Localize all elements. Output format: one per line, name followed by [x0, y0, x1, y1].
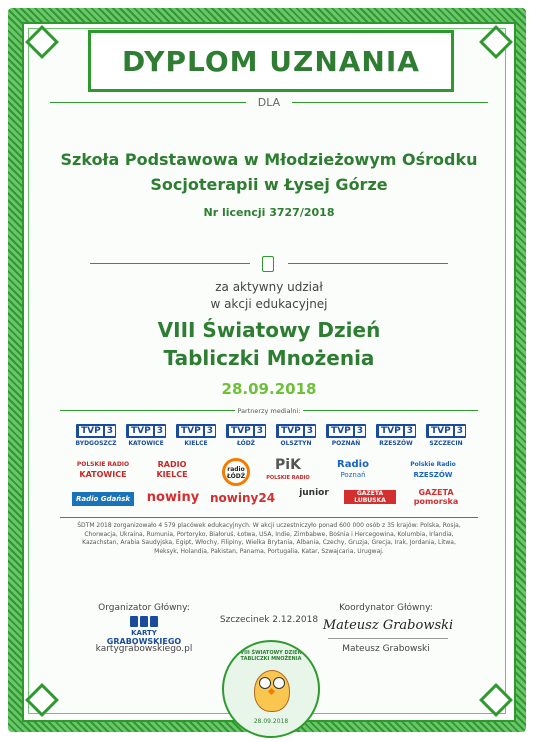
divider: [288, 263, 448, 264]
polskie-radio-katowice-logo: POLSKIE RADIO KATOWICE: [76, 461, 130, 479]
nowiny-logo: nowiny: [146, 490, 200, 505]
gazeta-lubuska-logo: GAZETA LUBUSKA: [344, 490, 396, 504]
event-name-line2: Tabliczki Mnożenia: [163, 346, 375, 370]
polskie-radio-rzeszow-logo: Polskie Radio RZESZÓW: [410, 461, 456, 479]
badge-date: 28.09.2018: [253, 718, 289, 725]
organizer-website: kartygrabowskiego.pl: [95, 644, 193, 654]
participation-stats: ŚDTM 2018 zorganizowało 4 579 placówek edukacyjnych. W akcji uczestniczyło ponad 600 000 osób z 35 krajów: Polska, Rosja, Chorwacja, Ukraina, Rumunia, Portoryko, Białoruś, Łotwa, USA, Indie, Zimbabwe, Bośnia i Hercegowina, Kolumbia, Irlandia, Kazachstan, Arabia Saudyjska, Egipt, Włochy, Filipiny, Wielka Brytania, Albania, Czechy, Gruzja, Grecja, Irak, Jordania, Litwa, Meksyk, Holandia, Pakistan, Panama, Portugalia, Katar, Szwajcaria, Urugwaj.: [77, 522, 461, 555]
event-name-line1: VIII Światowy Dzień: [157, 318, 381, 342]
junior-jowo-logo: junior: [299, 488, 329, 498]
place-date: Szczecinek 2.12.2018: [219, 615, 319, 625]
event-badge: [222, 640, 320, 738]
diploma-title: DYPLOM UZNANIA: [122, 44, 420, 78]
partners-label: Partnerzy medialni:: [237, 407, 301, 415]
radio-gdansk-logo: Radio Gdańsk: [72, 492, 134, 506]
tvp3-bydgoszcz-logo: TVP 3 BYDGOSZCZ: [75, 426, 117, 447]
event-date: 28.09.2018: [221, 380, 317, 398]
tablet-icon: [262, 256, 274, 272]
tvp3-rzeszow-logo: TVP 3 RZESZÓW: [374, 424, 418, 447]
radio-lodz-logo: radio ŁÓDŹ: [214, 458, 258, 486]
dla-label: DLA: [257, 96, 281, 109]
tvp3-poznan-logo: TVP 3 POZNAŃ: [324, 424, 368, 447]
nowiny24-logo: nowiny24: [210, 491, 276, 505]
badge-text: VIII ŚWIATOWY DZIEŃ TABLICZKI MNOŻENIA: [240, 650, 302, 662]
tvp3-lodz-logo: TVP 3 ŁÓDŹ: [224, 424, 268, 447]
tvp3-kielce-logo: TVP 3 KIELCE: [174, 424, 218, 447]
participation-line2: w akcji edukacyjnej: [210, 297, 328, 311]
tvp3-katowice-logo: TVP 3 KATOWICE: [124, 424, 168, 447]
gazeta-pomorska-logo: GAZETA pomorska: [413, 488, 459, 506]
cards-icon: [104, 616, 184, 627]
divider: [90, 263, 250, 264]
signature-line: [328, 638, 448, 639]
coordinator-label: Koordynator Główny:: [339, 603, 433, 613]
tvp3-olsztyn-logo: TVP 3 OLSZTYN: [274, 424, 318, 447]
radio-poznan-logo: Radio Poznań: [337, 459, 369, 479]
divider: [303, 410, 478, 411]
licence-number: Nr licencji 3727/2018: [203, 206, 335, 219]
divider: [60, 517, 478, 518]
participation-line1: za aktywny udział: [215, 280, 323, 294]
owl-icon: [254, 670, 290, 712]
radio-kielce-logo: RADIO KIELCE: [156, 460, 188, 479]
title-box: [88, 30, 454, 92]
tvp3-szczecin-logo: TVP 3 SZCZECIN: [424, 424, 468, 447]
karty-grabowskiego-logo: KARTY GRABOWSKIEGO: [104, 616, 184, 646]
coordinator-name: Mateusz Grabowski: [342, 644, 430, 654]
organizer-label: Organizator Główny:: [98, 603, 190, 613]
school-name-line1: Szkoła Podstawowa w Młodzieżowym Ośrodku: [60, 150, 478, 169]
polskie-radio-pik-logo: PiK POLSKIE RADIO: [266, 457, 310, 481]
coordinator-signature: Mateusz Grabowski: [322, 618, 454, 633]
school-name-line2: Socjoterapii w Łysej Górze: [150, 175, 388, 194]
